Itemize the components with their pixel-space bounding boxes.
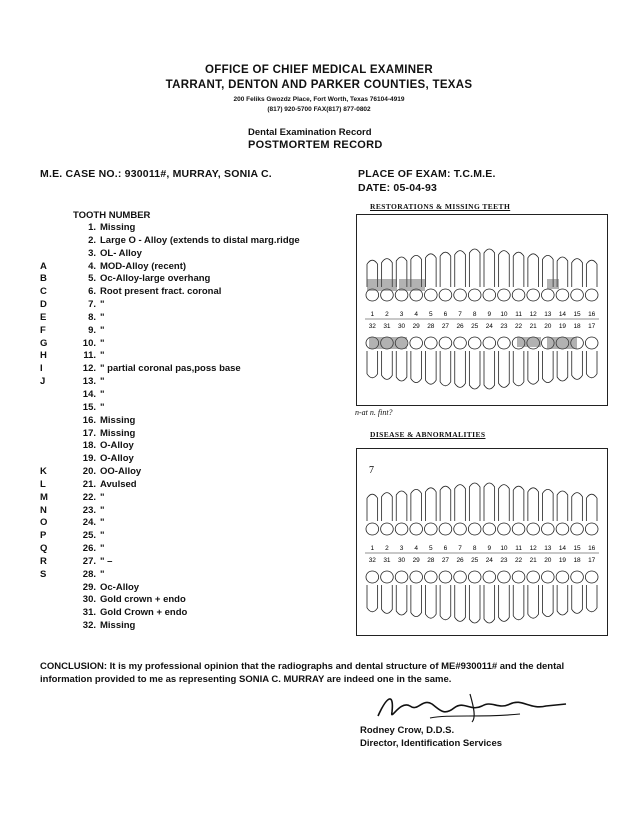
tooth-row (40, 248, 350, 261)
signer-title: Director, Identification Services (360, 738, 503, 749)
disease-lower-number: 25 (471, 557, 479, 564)
tooth-letter: J (40, 376, 46, 388)
tooth-row (40, 235, 350, 248)
restorations-upper-number: 9 (487, 311, 492, 318)
tooth-description: " (100, 504, 105, 516)
restorations-lower-number: 19 (558, 323, 567, 330)
tooth-letter: N (40, 504, 47, 516)
tooth-number: 2. (88, 234, 96, 246)
tooth-description: " (100, 543, 105, 555)
handwritten-mark: 7 (369, 465, 374, 476)
place-of-exam: PLACE OF EXAM: T.C.M.E. (358, 168, 496, 180)
tooth-number: 9. (88, 324, 96, 336)
restorations-lower-tooth (439, 337, 452, 386)
tooth-number: 18. (82, 440, 96, 452)
restorations-upper-tooth (542, 255, 555, 301)
tooth-number: 7. (88, 299, 96, 311)
disease-lower-number: 27 (441, 557, 450, 564)
tooth-number: 12. (82, 363, 96, 375)
disease-lower-tooth (425, 571, 438, 618)
disease-lower-number: 20 (544, 557, 552, 564)
restorations-lower-tooth (468, 337, 481, 389)
tooth-letter: H (40, 350, 47, 362)
tooth-description: " (100, 401, 105, 413)
restorations-upper-tooth (410, 255, 423, 301)
tooth-row (40, 517, 350, 530)
tooth-row (40, 479, 350, 492)
tooth-description: " (100, 388, 105, 400)
tooth-number: 22. (82, 491, 96, 503)
tooth-number: 11. (83, 350, 96, 362)
restorations-lower-number: 17 (588, 323, 596, 330)
tooth-row (40, 556, 350, 569)
disease-upper-number: 5 (429, 545, 433, 552)
tooth-row (40, 389, 350, 402)
tooth-description: " (100, 491, 105, 503)
tooth-number: 15. (82, 401, 96, 413)
tooth-row (40, 607, 350, 620)
disease-lower-number: 26 (456, 557, 464, 564)
tooth-number: 24. (82, 517, 96, 529)
tooth-number: 32. (82, 620, 96, 632)
restoration-marking (547, 337, 577, 349)
restorations-lower-number: 25 (471, 323, 479, 330)
tooth-row (40, 530, 350, 543)
disease-lower-tooth (512, 571, 525, 620)
restorations-lower-number: 18 (573, 323, 581, 330)
tooth-row (40, 440, 350, 453)
tooth-description: MOD-Alloy (recent) (100, 260, 187, 272)
disease-upper-tooth (585, 494, 598, 535)
tooth-description: Oc-Alloy-large overhang (100, 273, 211, 285)
tooth-description: Missing (100, 222, 136, 233)
tooth-number: 25. (82, 530, 96, 542)
disease-lower-tooth (468, 571, 481, 623)
disease-upper-tooth (410, 489, 423, 535)
disease-chart (356, 448, 608, 636)
disease-lower-number: 31 (383, 557, 391, 564)
restorations-lower-number: 27 (441, 323, 450, 330)
disease-lower-tooth (571, 571, 584, 613)
tooth-number: 5. (88, 273, 96, 285)
disease-upper-number: 2 (385, 545, 389, 552)
disease-upper-number: 13 (544, 545, 552, 552)
tooth-list (40, 222, 350, 633)
tooth-row (40, 376, 350, 389)
disease-lower-tooth (410, 571, 423, 617)
restorations-upper-tooth (454, 251, 467, 301)
disease-upper-number: 7 (458, 545, 462, 552)
restorations-tooth-diagram (357, 215, 607, 405)
tooth-letter: R (40, 555, 47, 567)
disease-upper-tooth (468, 483, 481, 535)
restorations-lower-number: 20 (544, 323, 552, 330)
restoration-marking (369, 337, 407, 349)
tooth-description: " (100, 376, 105, 388)
tooth-description: " – (100, 555, 113, 567)
disease-lower-number: 18 (573, 557, 581, 564)
disease-chart-title: DISEASE & ABNORMALITIES (370, 430, 486, 439)
tooth-row (40, 505, 350, 518)
tooth-row (40, 594, 350, 607)
disease-upper-number: 1 (370, 545, 375, 552)
tooth-row (40, 299, 350, 312)
tooth-description: " (100, 299, 105, 311)
tooth-row (40, 492, 350, 505)
disease-lower-tooth (498, 571, 511, 621)
tooth-number: 27. (82, 555, 96, 567)
tooth-row (40, 286, 350, 299)
tooth-description: Root present fract. coronal (100, 286, 222, 298)
disease-upper-number: 3 (399, 545, 404, 552)
tooth-number: 16. (82, 414, 96, 426)
tooth-letter: C (40, 286, 47, 298)
disease-upper-number: 14 (558, 545, 567, 552)
tooth-number: 17. (82, 427, 96, 439)
restorations-lower-number: 23 (500, 323, 508, 330)
restorations-upper-number: 12 (529, 311, 537, 318)
restorations-upper-tooth (498, 251, 511, 301)
disease-lower-number: 30 (397, 557, 406, 564)
tooth-description: " (100, 517, 105, 529)
disease-lower-number: 22 (514, 557, 523, 564)
disease-lower-tooth (483, 571, 496, 623)
disease-lower-number: 24 (485, 557, 493, 564)
tooth-row (40, 325, 350, 338)
disease-lower-number: 21 (529, 557, 537, 564)
disease-lower-tooth (366, 571, 379, 612)
tooth-letter: A (40, 260, 47, 272)
disease-upper-number: 16 (588, 545, 596, 552)
disease-lower-tooth (395, 571, 408, 615)
restorations-upper-tooth (425, 254, 438, 301)
restorations-upper-number: 7 (458, 311, 462, 318)
disease-upper-tooth (381, 493, 394, 535)
disease-upper-tooth (542, 489, 555, 535)
disease-lower-tooth (527, 571, 540, 618)
restorations-upper-tooth (512, 252, 525, 301)
tooth-letter: G (40, 337, 48, 349)
restoration-marking (367, 279, 397, 291)
tooth-description: Missing (100, 427, 136, 439)
disease-lower-tooth (585, 571, 598, 612)
tooth-row (40, 582, 350, 595)
tooth-description: Missing (100, 620, 136, 632)
restorations-upper-number: 10 (500, 311, 508, 318)
disease-upper-tooth (454, 485, 467, 535)
restorations-lower-number: 26 (456, 323, 464, 330)
disease-upper-number: 4 (414, 545, 418, 552)
tooth-row (40, 428, 350, 441)
disease-tooth-diagram (357, 449, 607, 635)
restorations-upper-number: 2 (385, 311, 389, 318)
tooth-row (40, 312, 350, 325)
tooth-description: " partial coronal pas,poss base (100, 363, 241, 375)
restorations-chart (356, 214, 608, 406)
restorations-chart-title: RESTORATIONS & MISSING TEETH (370, 202, 511, 211)
disease-upper-number: 9 (487, 545, 492, 552)
restorations-lower-number: 30 (397, 323, 406, 330)
tooth-row (40, 620, 350, 633)
tooth-description: " (100, 311, 105, 323)
conclusion-text: CONCLUSION: It is my professional opinion that the radiographs and dental structure of ME#930011# and the dental information provided to me as representing SONIA C. MURRAY are indeed one in the same. (40, 661, 565, 685)
tooth-description: " (100, 568, 105, 580)
tooth-letter: M (40, 491, 48, 503)
restorations-upper-number: 16 (588, 311, 596, 318)
disease-upper-number: 12 (529, 545, 537, 552)
restorations-lower-tooth (454, 337, 467, 387)
tooth-number: 30. (82, 594, 96, 606)
address-line: 200 Feliks Gwozdz Place, Fort Worth, Texas 76104-4919 (233, 96, 405, 103)
tooth-description: Large O - Alloy (extends to distal marg.ridge (100, 234, 300, 246)
restorations-lower-number: 29 (412, 323, 420, 330)
tooth-number: 1. (88, 222, 96, 233)
tooth-row (40, 453, 350, 466)
disease-upper-tooth (425, 488, 438, 535)
tooth-description: Oc-Alloy (100, 581, 140, 593)
tooth-row (40, 569, 350, 582)
tooth-description: Gold crown + endo (100, 594, 186, 606)
tooth-description: O-Alloy (100, 453, 134, 465)
tooth-description: Avulsed (100, 478, 137, 490)
tooth-description: O-Alloy (100, 440, 134, 452)
tooth-row (40, 402, 350, 415)
tooth-letter: K (40, 466, 47, 478)
disease-lower-tooth (454, 571, 467, 621)
tooth-number: 10. (82, 337, 96, 349)
tooth-row (40, 543, 350, 556)
disease-upper-tooth (556, 491, 569, 535)
exam-date: DATE: 05-04-93 (358, 182, 438, 194)
restorations-upper-tooth (468, 249, 481, 301)
tooth-letter: I (40, 363, 43, 375)
disease-lower-tooth (439, 571, 452, 620)
restorations-lower-tooth (483, 337, 496, 389)
tooth-number-heading: TOOTH NUMBER (73, 210, 151, 221)
restorations-upper-number: 15 (573, 311, 581, 318)
tooth-description: Missing (100, 414, 136, 426)
restorations-lower-number: 31 (383, 323, 391, 330)
disease-lower-tooth (542, 571, 555, 617)
disease-lower-tooth (381, 571, 394, 613)
tooth-description: OO-Alloy (100, 466, 142, 478)
restoration-marking (547, 279, 559, 289)
phone-line: (817) 920-5700 FAX(817) 877-0802 (267, 106, 371, 113)
signature-image (370, 688, 570, 726)
tooth-number: 20. (82, 466, 96, 478)
tooth-row (40, 261, 350, 274)
tooth-letter: D (40, 299, 47, 311)
restorations-lower-tooth (410, 337, 423, 383)
tooth-number: 21. (82, 478, 96, 490)
disease-upper-number: 11 (515, 545, 522, 552)
restorations-lower-number: 24 (485, 323, 493, 330)
office-title: OFFICE OF CHIEF MEDICAL EXAMINER (205, 64, 433, 76)
disease-lower-number: 32 (368, 557, 376, 564)
tooth-number: 26. (82, 543, 96, 555)
case-number: M.E. CASE NO.: 930011#, MURRAY, SONIA C. (40, 168, 272, 180)
disease-upper-number: 8 (472, 545, 477, 552)
tooth-row (40, 466, 350, 479)
tooth-description: " (100, 350, 105, 362)
tooth-letter: S (40, 568, 47, 580)
tooth-letter: O (40, 517, 48, 529)
tooth-row (40, 273, 350, 286)
restorations-lower-tooth (425, 337, 438, 384)
tooth-description: " (100, 324, 105, 336)
disease-upper-tooth (527, 488, 540, 535)
disease-lower-number: 28 (427, 557, 435, 564)
restorations-lower-number: 22 (514, 323, 523, 330)
restorations-upper-number: 8 (472, 311, 477, 318)
restorations-upper-tooth (483, 249, 496, 301)
tooth-number: 19. (82, 453, 96, 465)
restorations-upper-number: 13 (544, 311, 552, 318)
restorations-upper-number: 14 (558, 311, 567, 318)
tooth-letter: L (40, 478, 46, 490)
record-title: Dental Examination Record (248, 127, 372, 138)
tooth-row (40, 415, 350, 428)
record-type: POSTMORTEM RECORD (248, 139, 383, 151)
restorations-lower-tooth (585, 337, 598, 378)
tooth-letter: B (40, 273, 47, 285)
restoration-marking (399, 279, 425, 291)
disease-upper-tooth (512, 486, 525, 535)
disease-upper-number: 15 (573, 545, 581, 552)
tooth-number: 28. (82, 568, 96, 580)
disease-upper-tooth (483, 483, 496, 535)
restorations-upper-number: 11 (515, 311, 522, 318)
disease-upper-tooth (439, 486, 452, 535)
tooth-row (40, 350, 350, 363)
tooth-letter: P (40, 530, 47, 542)
disease-upper-tooth (498, 485, 511, 535)
disease-upper-number: 6 (443, 545, 448, 552)
restorations-lower-number: 32 (368, 323, 376, 330)
tooth-row (40, 222, 350, 235)
tooth-number: 8. (88, 311, 96, 323)
tooth-number: 14. (82, 388, 96, 400)
signer-name: Rodney Crow, D.D.S. (360, 725, 455, 736)
counties-line: TARRANT, DENTON AND PARKER COUNTIES, TEXAS (165, 79, 473, 91)
tooth-description: " (100, 337, 105, 349)
tooth-number: 31. (82, 607, 96, 619)
restorations-upper-number: 5 (429, 311, 433, 318)
restorations-upper-tooth (439, 252, 452, 301)
tooth-row (40, 338, 350, 351)
tooth-number: 23. (82, 504, 96, 516)
disease-lower-number: 23 (500, 557, 508, 564)
disease-lower-number: 29 (412, 557, 420, 564)
handwritten-note: n-at n. fint? (355, 408, 393, 417)
tooth-number: 6. (88, 286, 96, 298)
tooth-letter: F (40, 324, 46, 336)
tooth-row (40, 363, 350, 376)
tooth-number: 3. (88, 247, 96, 259)
disease-lower-number: 17 (588, 557, 596, 564)
disease-upper-tooth (395, 491, 408, 535)
restoration-marking (517, 337, 541, 347)
tooth-number: 4. (88, 260, 96, 272)
disease-upper-tooth (571, 493, 584, 535)
restorations-upper-tooth (571, 259, 584, 301)
restorations-lower-number: 28 (427, 323, 435, 330)
disease-lower-tooth (556, 571, 569, 615)
restorations-lower-tooth (498, 337, 511, 387)
restorations-upper-tooth (585, 260, 598, 301)
disease-upper-number: 10 (500, 545, 508, 552)
restorations-upper-number: 6 (443, 311, 448, 318)
restorations-lower-number: 21 (529, 323, 537, 330)
tooth-description: Gold Crown + endo (100, 607, 188, 619)
tooth-letter: Q (40, 543, 48, 555)
restorations-upper-number: 1 (370, 311, 375, 318)
restorations-upper-tooth (527, 254, 540, 301)
tooth-description: OL- Alloy (100, 247, 142, 259)
tooth-number: 29. (82, 581, 96, 593)
disease-upper-tooth (366, 494, 379, 535)
restorations-upper-number: 4 (414, 311, 418, 318)
tooth-number: 13. (82, 376, 96, 388)
tooth-description: " (100, 530, 105, 542)
restorations-upper-number: 3 (399, 311, 404, 318)
tooth-letter: E (40, 311, 47, 323)
disease-lower-number: 19 (558, 557, 567, 564)
